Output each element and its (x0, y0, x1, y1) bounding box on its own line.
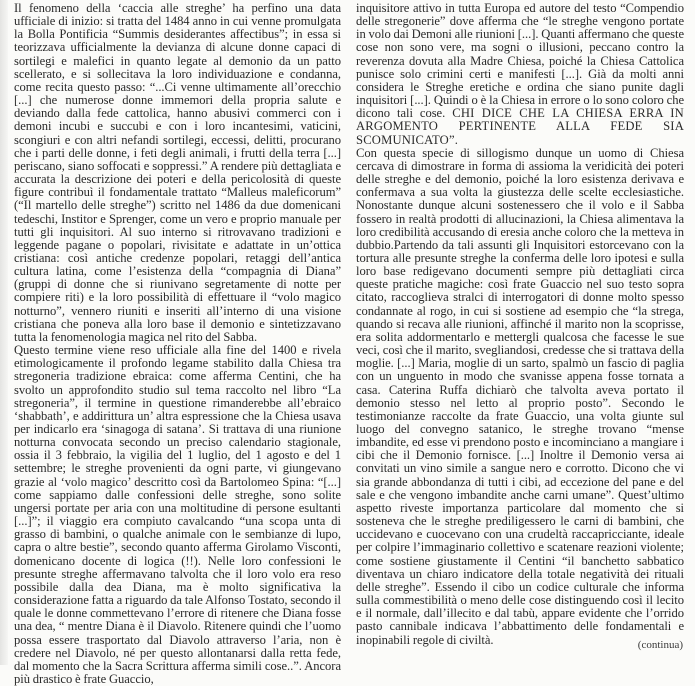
excommunication-caps-quote: CHI DICE CHE LA CHIESA ERRA IN ARGOMENTO PERTINENTE ALLA FEDE SIA SCOMUNICATO”. (356, 106, 684, 147)
paragraph-intro: Il fenomeno della ‘caccia alle streghe’ ha perfino una data ufficiale di inizio: si tratta del 1484 anno in cui venne promulgata la Bolla Pontificia “Summis desiderantes affectibus”; in essa si teorizzava ufficialmente la devianza di alcune donne capaci di sortilegi e malefici in quanto legate al demonio da un patto scellerato, e si sollecitava la loro individuazione e condanna, come recita questo passo: “...Ci venne ultimamente all’orecchio [...] che numerose donne immemori della propria salute e deviando dalla fede cattolica, hanno abusivi commerci con i demoni incubi e succubi e con i loro incantesimi, vaticini, scongiuri e con altri nefandi sortilegi, eccessi, delitti, procurano che i parti delle donne, i feti degli animali, i frutti della terra [...] periscano, siano soffocati e soppressi.” A rendere più dettagliata e accurata la descrizione dei poteri e della pericolosità di queste figure contribuì il fondamentale trattato “Malleus maleficorum” (“Il martello delle streghe”) scritto nel 1486 da due domenicani tedeschi, Institor e Sprenger, come un vero e proprio manuale per tutti gli inquisitori. Al suo interno si ritrovavano tradizioni e leggende pagane o popolari, rivisitate e adattate in un’ottica cristiana: così antiche credenze popolari, retaggi dell’antica cultura latina, come l’esistenza della “compagnia di Diana” (gruppi di donne che si riunivano segretamente di notte per compiere riti) e la loro possibilità di effettuare il “volo magico notturno”, vennero riuniti e inseriti all’interno di una visione cristiana che poneva alla loro base il demonio e sintetizzavano tutta la fenomenologia magica nel rito del Sabba. (14, 1, 341, 344)
paragraph-sabba: Questo termine viene reso ufficiale alla fine del 1400 e rivela etimologicamente il profondo legame stabilito dalla Chiesa tra stregoneria tradizione ebraica: come afferma Centini, che ha svolto un approfondito studio sul tema raccolto nel libro “La stregoneria”, il termine in questione rimanderebbe all’ebraico ‘shabbath’, e addirittura un’ altra espressione che la Chiesa usava per indicarlo era ‘sinagoga di satana’. Si trattava di una riunione notturna convocata secondo un preciso calendario stagionale, ossia il 3 febbraio, la vigilia del 1 luglio, del 1 agosto e del 1 settembre; le streghe provenienti da ogni parte, vi giungevano grazie al ‘volo magico’ descritto così da Bartolomeo Spina: “[...] come sappiamo dalle confessioni delle streghe, sono solite ungersi portate per aria con una moltitudine di persone esultanti [...]”; il viaggio era compiuto cavalcando “una scopa unta di grasso di bambini, o qualche animale con le sembianze di lupo, capra o altre bestie”, secondo quanto afferma Girolamo Visconti, domenicano docente di logica (!!). Nelle loro confessioni le presunte streghe affermavano talvolta che il loro volo era reso possibile dalla dea Diana, ma è molto significativa la considerazione fatta a riguardo da tale Alfonso Tostato, secondo il quale le donne commettevano l’errore di ritenere che Diana fosse una dea, “ mentre Diana è il Diavolo. Ritenere quindi che l’uomo possa essere trasportato dal Diavolo attraverso l’aria, non è credere nel Diavolo, né per questo allontanarsi dalla retta fede, dal momento che la Sacra Scrittura afferma simili cose..”. Ancora più drastico è frate Guaccio, (14, 343, 341, 686)
paragraph-syllogism: Con questa specie di sillogismo dunque un uomo di Chiesa cercava di dimostrare in forma di assioma la veridicità dei poteri delle streghe e del demonio, poiché la loro esistenza derivava e confermava a sua volta la giustezza delle scelte ecclesiastiche. Nonostante dunque alcuni sostenessero che il volo e il Sabba fossero in realtà prodotti di allucinazioni, la Chiesa alimentava la loro credibilità accusando di eresia anche coloro che la metteva in dubbio.Partendo da tali assunti gli Inquisitori estorcevano con la tortura alle presunte streghe la conferma delle loro ipotesi e sulla loro base redigevano documenti sempre più dettagliati circa queste pratiche magiche: così frate Guaccio nel suo testo sopra citato, raccoglieva stralci di interrogatori di donne molto spesso condannate al rogo, in cui si sostiene ad esempio che “la strega, quando si recava alle riunioni, affinché il marito non la scoprisse, era solita addormentarlo e mettergli qualcosa che facesse le sue veci, così che il marito, svegliandosi, credesse che si trattava della moglie. [...] Maria, moglie di un sarto, spalmò un fascio di paglia con un unguento in modo che svanisse appena fosse tornata a casa. Caterina Ruffa dichiarò che talvolta aveva portato il demonio stesso nel letto al proprio posto”. Secondo le testimonianze raccolte da frate Guaccio, una volta giunte sul luogo del convegno satanico, le streghe trovano “mense imbandite, ed esse vi prendono posto e incominciano a mangiare i cibi che il Demonio fornisce. [...] Inoltre il Demonio versa ai convitati un vino simile a sangue nero e corrotto. Dicono che vi sia grande abbondanza di tutti i cibi, ad eccezione del pane e del sale e che vengono imbandite anche carni umane”. Quest’ultimo aspetto riveste importanza particolare dal momento che si sosteneva che le streghe prediligessero le carni di bambini, che uccidevano e cuocevano con una crudeltà raccapricciante, ideale per colpire l’immaginario collettivo e scatenare reazioni violente; come sostiene giustamente il Centini “il banchetto sabbatico diventava un chiaro indicatore della totale negatività dei rituali delle streghe”. Essendo il cibo un codice culturale che informa sulla commestibilità o meno delle cose distinguendo così il lecito e il normale, dall’illecito e dal tabù, appare evidente che l’orrido pasto cannibale indicava l’abbattimento delle fondamentali e inopinabili regole di civiltà. (356, 145, 684, 647)
right-text-column (356, 2, 684, 647)
left-text-column (14, 2, 341, 686)
continued-label: (continua) (637, 639, 683, 651)
page-edge-shadow (0, 0, 8, 665)
paragraph-guaccio-quote: inquisitore attivo in tutta Europa ed autore del testo “Compendio delle stregonerie” dove afferma che “le streghe vengono portate in volo dai Demoni alle riunioni [...]. Quanti affermano che queste cose non sono vere, ma sogni o illusioni, peccano contro la reverenza dovuta alla Madre Chiesa, poiché la Chiesa Cattolica punisce solo crimini certi e manifesti [...]. Già da molti anni considera le Streghe eretiche e ordina che siano punite dagli inquisitori [...]. Quindi o è la Chiesa in errore o lo sono coloro che dicono tali cose. (356, 1, 684, 121)
